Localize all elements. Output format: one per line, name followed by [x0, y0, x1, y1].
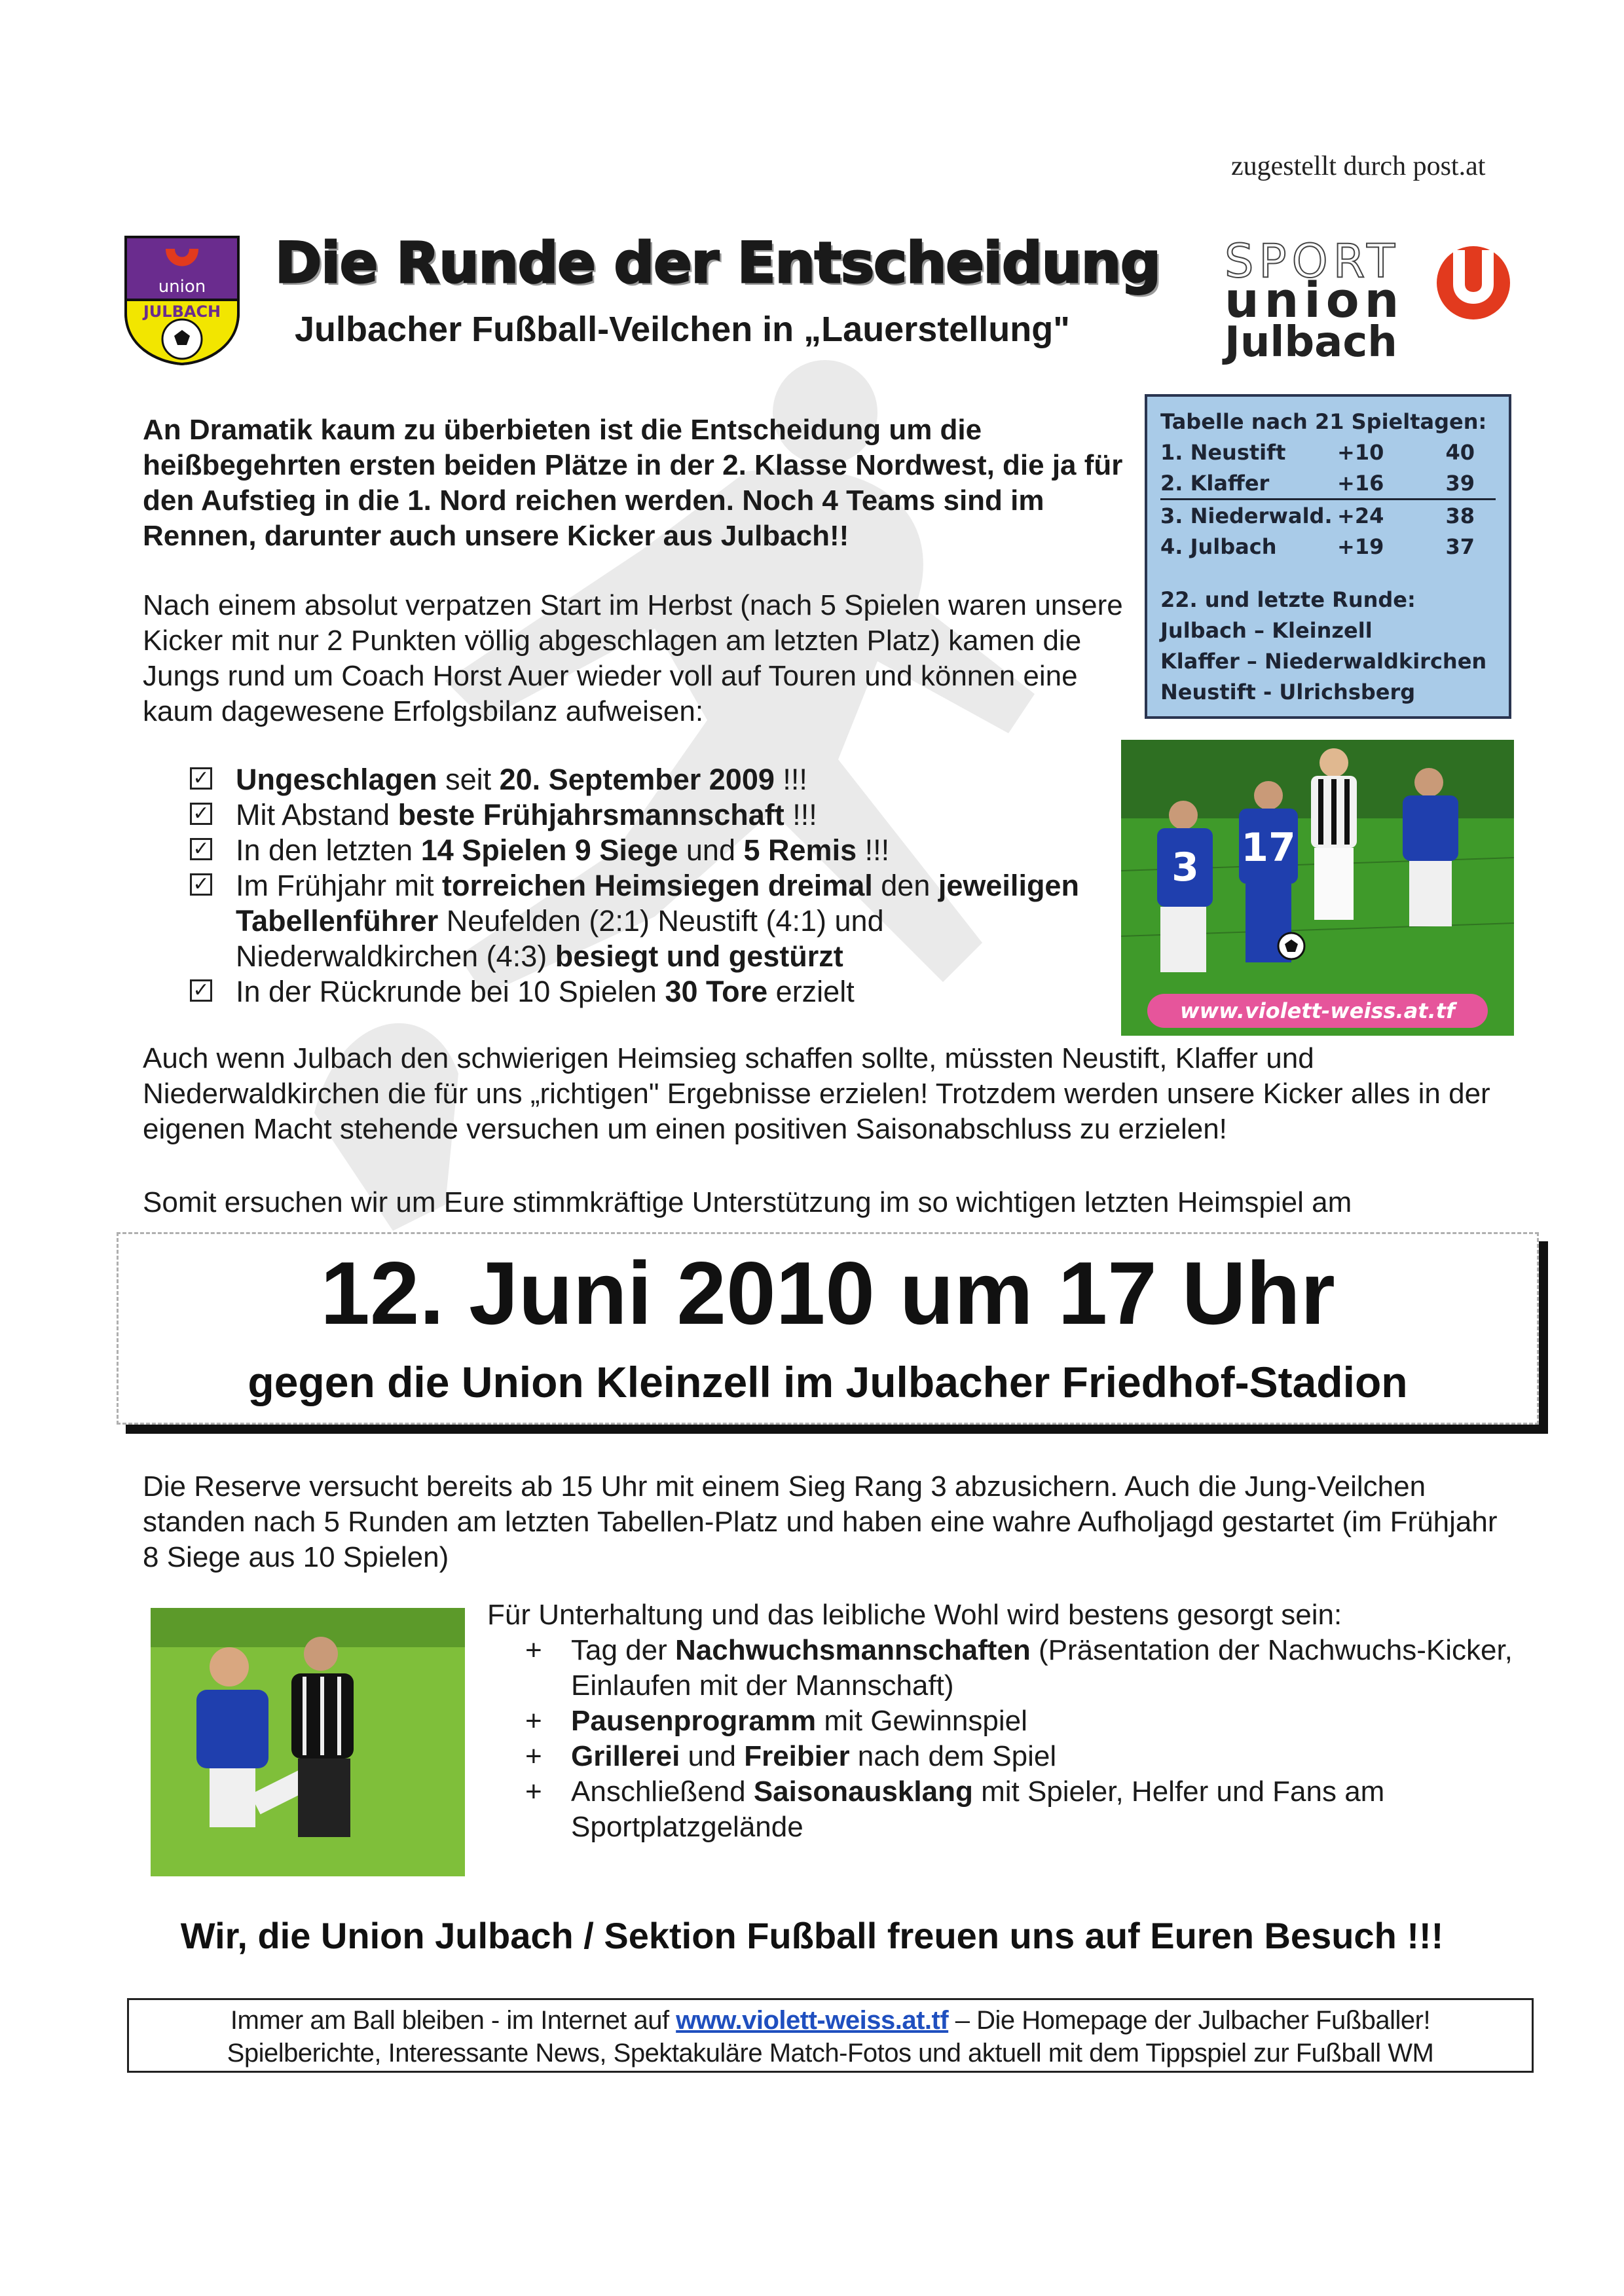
text: den — [872, 869, 938, 902]
plus-bullet-icon: + — [525, 1705, 542, 1737]
bold-text: 20. September 2009 — [499, 763, 775, 796]
outlook-paragraph: Auch wenn Julbach den schwierigen Heimsieg schaffen sollte, müssten Neustift, Klaffer und Niederwaldkirchen die für uns „richtigen" Ergebnisse erzielen! Trotzdem werden unsere Kicker alles in der eigenen Macht stehende versuchen um einen positiven Saisonabschluss zu erzielen! — [143, 1042, 1490, 1145]
club-crest-logo — [123, 234, 241, 365]
goal-diff: +10 — [1337, 439, 1384, 465]
plus-bullet-icon: + — [525, 1740, 542, 1772]
match-date-banner — [117, 1232, 1539, 1425]
plus-bullet-icon: + — [525, 1634, 542, 1666]
text: mit Gewinnspiel — [816, 1705, 1027, 1737]
footer-line-2: Spielberichte, Interessante News, Spektakuläre Match-Fotos und aktuell mit dem Tippspiel zur Fußball WM — [227, 2039, 1434, 2068]
text: !!! — [784, 798, 817, 831]
text: und — [678, 833, 744, 867]
footer-post: – Die Homepage der Julbacher Fußballer! — [948, 2006, 1431, 2035]
entertainment-list — [487, 1633, 1522, 1845]
reserve-paragraph: Die Reserve versucht bereits ab 15 Uhr mit einem Sieg Rang 3 abzusichern. Auch die Jung-Veilchen standen nach 5 Runden am letzten Tabellen-Platz und haben eine wahre Aufholjagd gestartet (im Frühjahr 8 Siege aus 10 Spielen) — [143, 1470, 1498, 1573]
main-title: Die Runde der Entscheidung — [275, 230, 1160, 296]
points: 38 — [1445, 503, 1475, 528]
entertainment-item — [487, 1739, 1522, 1774]
entertainment-item — [487, 1704, 1522, 1739]
bold-text: Saisonausklang — [753, 1776, 973, 1808]
checklist-item — [190, 974, 1133, 1010]
postmark-note: zugestellt durch post.at — [1231, 151, 1486, 181]
footer-info-box — [127, 1998, 1534, 2073]
fixture: Julbach – Kleinzell — [1160, 617, 1373, 643]
entertainment-item — [487, 1633, 1522, 1704]
points: 40 — [1445, 439, 1475, 465]
text: (Präsentation der Nachwuchs-Kicker, Einlaufen mit der Mannschaft) — [571, 1634, 1513, 1702]
bold-text: torreichen Heimsiegen dreimal — [442, 869, 873, 902]
standings-row — [1160, 437, 1496, 467]
checklist-item — [190, 762, 1133, 797]
text: !!! — [857, 833, 890, 867]
standings-row — [1160, 500, 1496, 531]
match-photo-bottom — [151, 1608, 465, 1876]
football-icon — [1278, 933, 1304, 959]
footer-pre: Immer am Ball bleiben - im Internet auf — [230, 2006, 676, 2035]
bold-text: 30 Tore — [665, 975, 768, 1008]
checklist-item — [190, 868, 1133, 974]
goal-diff: +16 — [1337, 470, 1384, 496]
bold-text: Ungeschlagen — [236, 763, 437, 796]
plus-bullet-icon: + — [525, 1776, 542, 1808]
text: In der Rückrunde bei 10 Spielen — [236, 975, 665, 1008]
logo-union-text: union — [1225, 272, 1405, 329]
text: nach dem Spiel — [849, 1740, 1057, 1772]
text: Mit Abstand — [236, 798, 398, 831]
checkbox-checked-icon: ✓ — [190, 838, 212, 860]
team-name: 3. Niederwald. — [1160, 503, 1333, 528]
text: !!! — [774, 763, 807, 796]
points: 39 — [1445, 470, 1475, 496]
text: erzielt — [767, 975, 855, 1008]
text: und — [680, 1740, 745, 1772]
fixture: Neustift - Ulrichsberg — [1160, 679, 1416, 704]
goal-diff: +19 — [1337, 534, 1384, 559]
match-opponent-venue: gegen die Union Kleinzell im Julbacher Friedhof-Stadion — [248, 1358, 1408, 1406]
standings-table-box — [1145, 394, 1511, 719]
logo-julbach-text: Julbach — [1225, 318, 1397, 367]
bold-text: Freibier — [744, 1740, 850, 1772]
fixture: Klaffer – Niederwaldkirchen — [1160, 648, 1487, 674]
bold-text: beste Frühjahrsmannschaft — [397, 798, 784, 831]
text: In den letzten — [236, 833, 421, 867]
jersey-number: 3 — [1172, 845, 1199, 890]
text: Anschließend — [571, 1776, 754, 1808]
bold-text: Pausenprogramm — [571, 1705, 817, 1737]
achievements-checklist — [190, 762, 1133, 1010]
checklist-item — [190, 833, 1133, 868]
intro-bold-paragraph: An Dramatik kaum zu überbieten ist die Entscheidung um die heißbegehrten ersten beiden Plätze in der 2. Klasse Nordwest, die ja für den Aufstieg in die 1. Nord reichen werden. Noch 4 Teams sind im Rennen, darunter auch unsere Kicker aus Julbach!! — [143, 414, 1123, 552]
crest-union-text: union — [158, 277, 206, 297]
text: Im Frühjahr mit — [236, 869, 443, 902]
text: Neufelden (2:1) Neustift (4:1) und Niederwaldkirchen (4:3) — [236, 904, 884, 973]
last-round-title: 22. und letzte Runde: — [1160, 587, 1416, 612]
text: seit — [437, 763, 500, 796]
text: Tag der — [571, 1634, 675, 1666]
red-u-logo-icon — [1434, 237, 1513, 322]
jersey-number: 17 — [1241, 825, 1296, 871]
checkbox-checked-icon: ✓ — [190, 979, 212, 1002]
sub-title: Julbacher Fußball-Veilchen in „Lauerstellung" — [295, 310, 1070, 349]
checkbox-checked-icon: ✓ — [190, 873, 212, 896]
team-name: 4. Julbach — [1160, 534, 1277, 559]
bold-text: besiegt und gestürzt — [555, 939, 843, 973]
bold-text: jeweiligen Tabellenführer — [236, 869, 1079, 938]
photo-caption: www.violett-weiss.at.tf — [1180, 998, 1455, 1023]
goal-diff: +24 — [1337, 503, 1384, 528]
entertainment-item — [487, 1774, 1522, 1845]
points: 37 — [1445, 534, 1475, 559]
standings-row — [1160, 467, 1496, 500]
logo-sport-text: SPORT — [1225, 234, 1401, 288]
footer-line-1 — [129, 2004, 1532, 2037]
checklist-item — [190, 797, 1133, 833]
request-paragraph: Somit ersuchen wir um Eure stimmkräftige Unterstützung im so wichtigen letzten Heimspiel am — [143, 1186, 1352, 1218]
match-date: 12. Juni 2010 um 17 Uhr — [320, 1243, 1335, 1343]
intro-paragraph: Nach einem absolut verpatzen Start im Herbst (nach 5 Spielen waren unsere Kicker mit nur 2 Punkten völlig abgeschlagen am letzten Platz) kamen die Jungs rund um Coach Horst Auer wieder voll auf Touren und können eine kaum dagewesene Erfolgsbilanz aufweisen: — [143, 589, 1123, 727]
bold-text: 14 Spielen 9 Siege — [420, 833, 678, 867]
entertainment-section — [487, 1597, 1522, 1845]
checkbox-checked-icon: ✓ — [190, 767, 212, 790]
bold-text: 5 Remis — [743, 833, 857, 867]
match-photo-top — [1121, 740, 1514, 1036]
team-name: 2. Klaffer — [1160, 470, 1270, 496]
entertainment-intro: Für Unterhaltung und das leibliche Wohl wird bestens gesorgt sein: — [487, 1599, 1342, 1631]
closing-slogan: Wir, die Union Julbach / Sektion Fußball freuen uns auf Euren Besuch !!! — [180, 1915, 1444, 1956]
text: mit Spieler, Helfer und Fans am Sportplatzgelände — [571, 1776, 1385, 1843]
bold-text: Nachwuchsmannschaften — [674, 1634, 1031, 1666]
homepage-link[interactable]: www.violett-weiss.at.tf — [676, 2006, 949, 2035]
standings-row — [1160, 531, 1496, 562]
checkbox-checked-icon: ✓ — [190, 803, 212, 825]
sport-union-julbach-logo — [1225, 234, 1513, 367]
crest-julbach-text: JULBACH — [143, 302, 221, 321]
bold-text: Grillerei — [571, 1740, 680, 1772]
standings-title: Tabelle nach 21 Spieltagen: — [1160, 409, 1487, 434]
team-name: 1. Neustift — [1160, 439, 1286, 465]
